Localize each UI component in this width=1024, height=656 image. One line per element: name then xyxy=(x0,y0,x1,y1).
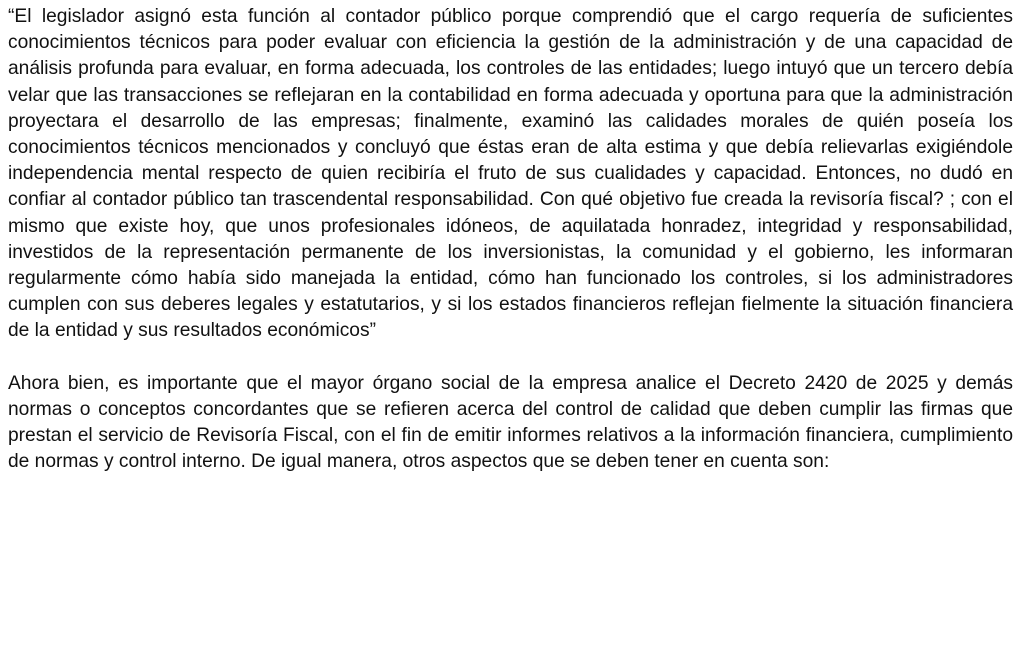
quote-paragraph: “El legislador asignó esta función al contador público porque comprendió que el cargo requería de suficientes conocimientos técnicos para poder evaluar con eficiencia la gestión de la administración y de una capacidad de análisis profunda para evaluar, en forma adecuada, los controles de las entidades; luego intuyó que un tercero debía velar que las transacciones se reflejaran en la contabilidad en forma adecuada y oportuna para que la administración proyectara el desarrollo de las empresas; finalmente, examinó las calidades morales de quién poseía los conocimientos técnicos mencionados y concluyó que éstas eran de alta estima y que debía relievarlas exigiéndole independencia mental respecto de quien recibiría el fruto de sus cualidades y capacidad. Entonces, no dudó en confiar al contador público tan trascendental responsabilidad. Con qué objetivo fue creada la revisoría fiscal? ; con el mismo que existe hoy, que unos profesionales idóneos, de aquilatada honradez, integridad y responsabilidad, investidos de la representación permanente de los inversionistas, la comunidad y el gobierno, les informaran regularmente cómo había sido manejada la entidad, cómo han funcionado los controles, si los administradores cumplen con sus deberes legales y estatutarios, y si los estados financieros reflejan fielmente la situación financiera de la entidad y sus resultados económicos” xyxy=(8,6,1013,342)
body-paragraph: Ahora bien, es importante que el mayor órgano social de la empresa analice el Decreto 2420 de 2025 y demás normas o conceptos concordantes que se refieren acerca del control de calidad que deben cumplir las firmas que prestan el servicio de Revisoría Fiscal, con el fin de emitir informes relativos a la información financiera, cumplimiento de normas y control interno. De igual manera, otros aspectos que se deben tener en cuenta son: xyxy=(8,372,1013,473)
